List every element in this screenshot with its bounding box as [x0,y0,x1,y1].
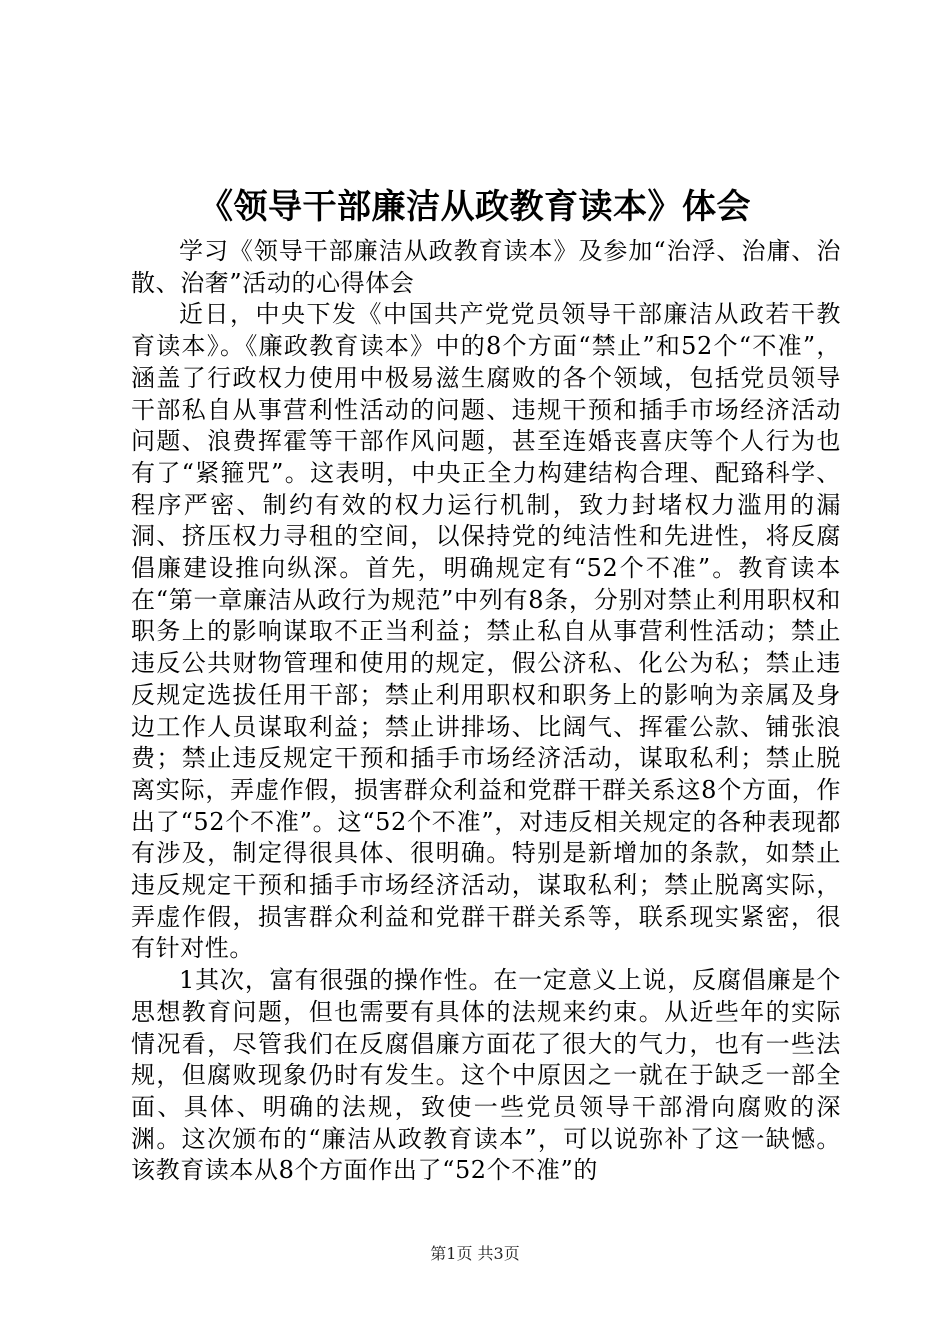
page-number-footer: 第1页 共3页 [430,1244,520,1263]
paragraph-subtitle: 学习《领导干部廉洁从政教育读本》及参加“治浮、治庸、治散、治奢”活动的心得体会 [131,237,841,297]
paragraph-second: 1其次，富有很强的操作性。在一定意义上说，反腐倡廉是个思想教育问题，但也需要有具体的法规来约束。从近些年的实际情况看，尽管我们在反腐倡廉方面花了很大的气力，也有一些法规，但腐败现象仍时有发生。这个中原因之一就在于缺乏一部全面、具体、明确的法规，致使一些党员领导干部滑向腐败的深渊。这次颁布的“廉洁从政教育读本”，可以说弥补了这一缺憾。该教育读本从8个方面作出了“52个不准”的 [131,966,841,1185]
paragraph-main: 近日，中央下发《中国共产党党员领导干部廉洁从政若干教育读本》。《廉政教育读本》中的8个方面“禁止”和52个“不准”，涵盖了行政权力使用中极易滋生腐败的各个领域，包括党员领导干部私自从事营利性活动的问题、违规干预和插手市场经济活动问题、浪费挥霍等干部作风问题，甚至连婚丧喜庆等个人行为也有了“紧箍咒”。这表明，中央正全力构建结构合理、配臵科学、程序严密、制约有效的权力运行机制，致力封堵权力滥用的漏洞、挤压权力寻租的空间，以保持党的纯洁性和先进性，将反腐倡廉建设推向纵深。首先，明确规定有“52个不准”。教育读本在“第一章廉洁从政行为规范”中列有8条，分别对禁止利用职权和职务上的影响谋取不正当利益；禁止私自从事营利性活动；禁止违反公共财物管理和使用的规定，假公济私、化公为私；禁止违反规定选拔任用干部；禁止利用职权和职务上的影响为亲属及身边工作人员谋取利益；禁止讲排场、比阔气、挥霍公款、铺张浪费；禁止违反规定干预和插手市场经济活动，谋取私利；禁止脱离实际，弄虚作假，损害群众利益和党群干群关系这8个方面，作出了“52个不准”。这“52个不准”，对违反相关规定的各种表现都有涉及，制定得很具体、很明确。特别是新增加的条款，如禁止违反规定干预和插手市场经济活动，谋取私利；禁止脱离实际，弄虚作假，损害群众利益和党群干群关系等，联系现实紧密，很有针对性。 [131,300,841,963]
page-title: 《领导干部廉洁从政教育读本》体会 [199,187,751,227]
document-body [131,236,841,1187]
